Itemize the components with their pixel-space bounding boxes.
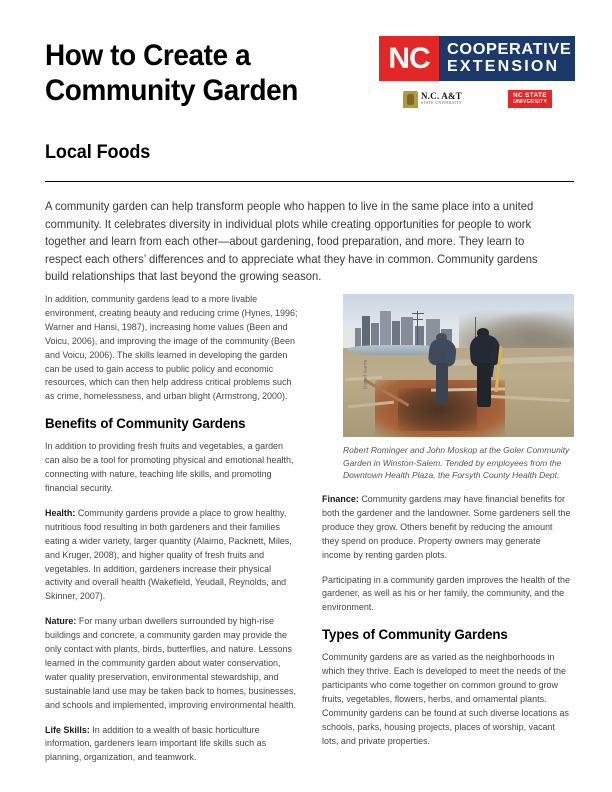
paragraph-nature	[45, 615, 299, 712]
page-title-line-1: How to Create a	[45, 39, 251, 72]
ncat-text	[421, 92, 462, 106]
health-label: Health:	[45, 507, 76, 518]
finance-text: Community gardens may have financial benefits for both the gardener and the landowner. Some gardeners sell the produce they grow. Others benefit by reducing the amount they spend on produce. Property owners may generate income by renting garden plots.	[322, 494, 571, 560]
garden-photo	[343, 294, 574, 437]
nature-text: For many urban dwellers surrounded by high-rise buildings and concrete, a community garden may provide the only contact with plants, birds, butterflies, and nature. Lessons learned in the community garden about water conservation, water quality preservation, environmental stewardship, and sustainable land use may be taken back to homes, businesses, and schools and implemented, improving environmental health.	[45, 616, 296, 710]
partner-logos	[379, 90, 575, 108]
photo-caption: Robert Rominger and John Moskop at the Goler Community Garden in Winston-Salem. Tended by employees from the Downtown Health Plaza, the Forsyth County Health Dept.	[343, 445, 570, 481]
left-column	[45, 293, 303, 776]
right-column	[322, 493, 575, 760]
paragraph-types: Community gardens are as varied as the neighborhoods in which they thrive. Each is developed to meet the needs of the participants who come together on common ground to grow fruits, vegetables, flowers, herbs, and ornamental plants. Community gardens can be found at such diverse locations as schools, parks, housing projects, places of worship, vacant lots, and private properties.	[322, 652, 569, 746]
heading-types: Types of Community Gardens	[322, 626, 508, 643]
page-title-line-2: Community Garden	[45, 74, 298, 108]
ncat-seal-icon	[403, 91, 418, 108]
nc-mark	[379, 36, 439, 81]
ncsu-logo	[508, 90, 552, 108]
title-block	[45, 38, 365, 109]
paragraph-health	[45, 507, 299, 604]
photo-credit: Daniel Garris	[362, 359, 368, 390]
ncsu-name: NC STATE	[512, 92, 547, 99]
lifeskills-label: Life Skills:	[45, 724, 90, 735]
finance-label: Finance:	[322, 494, 359, 504]
ncat-subtitle: STATE UNIVERSITY	[421, 101, 462, 106]
ncat-logo	[403, 91, 462, 108]
intro-paragraph: A community garden can help transform people who happen to live in the same place into a united community. It celebrates diversity in individual plots while creating opportunities for people to work together and learn from each other—about gardening, food preparation, and more. They learn to respect each others’ differences and to appreciate what they have in common. Community gardens build relationships that last beyond the growing season.	[45, 200, 538, 284]
ncat-name: N.C. A&T	[421, 91, 462, 102]
health-text: Community gardens provide a place to grow healthy, nutritious food resulting in both gardeners and their families eating a wider variety, larger quantity (Alaimo, Packnett, Miles, and Kruger, 2008), and higher quality of fresh fruits and vegetables. In addition, gardeners increase their physical activity and overall health (Wakefield, Yeudall, Reynolds, and Skinner, 2007).	[45, 507, 292, 602]
section-title: Local Foods	[45, 142, 151, 163]
photo-gardener-left	[426, 333, 463, 405]
paragraph-life-skills	[45, 724, 299, 766]
paragraph-participating: Participating in a community garden improves the health of the gardener, as well as his or her family, the community, and the environment.	[322, 574, 570, 613]
extension-wordmark	[439, 36, 575, 81]
extension-label: EXTENSION	[447, 58, 560, 75]
paragraph-environment: In addition, community gardens lead to a more livable environment, creating beauty and reducing crime (Hynes, 1996; Warner and Hansi, 1987), increasing home values (Been and Voicu, 2006), and improving the image of the community (Been and Voicu, 2006). The skills learned in developing the garden can be used to gain access to public policy and economic resources, which can then help address critical problems such as crime, homelessness, and urban blight (Armstrong, 2000).	[45, 294, 298, 402]
nature-label: Nature:	[45, 616, 77, 627]
ncsu-subtitle: UNIVERSITY	[512, 98, 548, 105]
header-divider	[45, 181, 574, 182]
cooperative-label: COOPERATIVE	[447, 41, 572, 58]
paragraph-benefits: In addition to providing fresh fruits and vegetables, a garden can also be a tool for promoting physical and emotional health, connecting with nature, teaching life skills, and promoting financial security.	[45, 441, 294, 493]
heading-benefits: Benefits of Community Gardens	[45, 415, 246, 432]
nc-mark-label: NC	[388, 41, 430, 75]
paragraph-finance	[322, 493, 571, 563]
photo-gardener-right	[468, 328, 507, 407]
photo-block	[343, 294, 574, 482]
logo-wrap	[379, 36, 575, 108]
document-header	[45, 36, 575, 136]
lifeskills-text: In addition to a wealth of basic horticulture information, gardeners learn important life skills such as planning, organization, and teamwork.	[45, 724, 267, 763]
nc-cooperative-extension-logo	[379, 36, 575, 81]
